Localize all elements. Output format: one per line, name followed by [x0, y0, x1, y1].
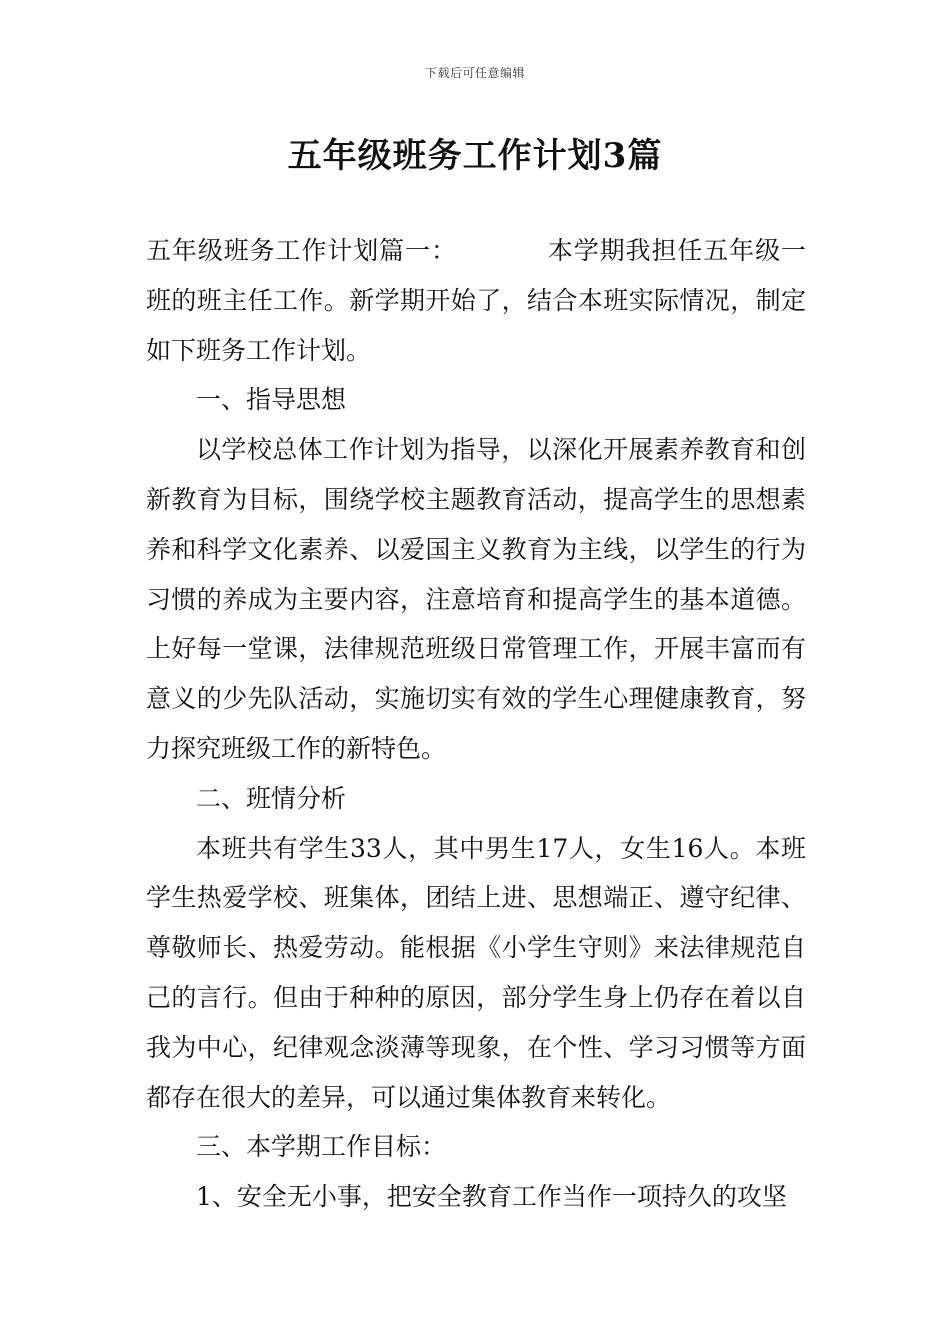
section-paragraph-guiding-ideology: 以学校总体工作计划为指导，以深化开展素养教育和创新教育为目标，围绕学校主题教育活动，提高学生的思想素养和科学文化素养、以爱国主义教育为主线，以学生的行为习惯的养成为主要内容，注意培育和提高学生的基本道德。上好每一堂课，法律规范班级日常管理工作，开展丰富而有意义的少先队活动，实施切实有效的学生心理健康教育，努力探究班级工作的新特色。: [146, 435, 806, 763]
section-heading-class-analysis: 二、班情分析: [196, 783, 347, 813]
section-heading-work-goals: 三、本学期工作目标：: [196, 1132, 447, 1162]
document-title: 五年级班务工作计划3篇: [287, 136, 663, 176]
intro-paragraph: [146, 226, 806, 375]
intro-text: 本学期我担任五年级一班的班主任工作。新学期开始了，结合本班实际情况，制定如下班务工作计划。: [146, 236, 806, 365]
section-paragraph-class-analysis: 本班共有学生33人，其中男生17人，女生16人。本班学生热爱学校、班集体，团结上进、思想端正、遵守纪律、尊敬师长、热爱劳动。能根据《小学生守则》来法律规范自己的言行。但由于种种的原因，部分学生身上仍存在着以自我为中心，纪律观念淡薄等现象，在个性、学习习惯等方面都存在很大的差异，可以通过集体教育来转化。: [146, 833, 806, 1112]
intro-label: 五年级班务工作计划篇一：: [146, 236, 457, 265]
header-note: 下载后可任意编辑: [424, 66, 525, 80]
document-body: [146, 226, 806, 1222]
section-paragraph-work-goals: 1、安全无小事，把安全教育工作当作一项持久的攻坚: [196, 1182, 787, 1212]
section-heading-guiding-ideology: 一、指导思想: [196, 385, 347, 415]
